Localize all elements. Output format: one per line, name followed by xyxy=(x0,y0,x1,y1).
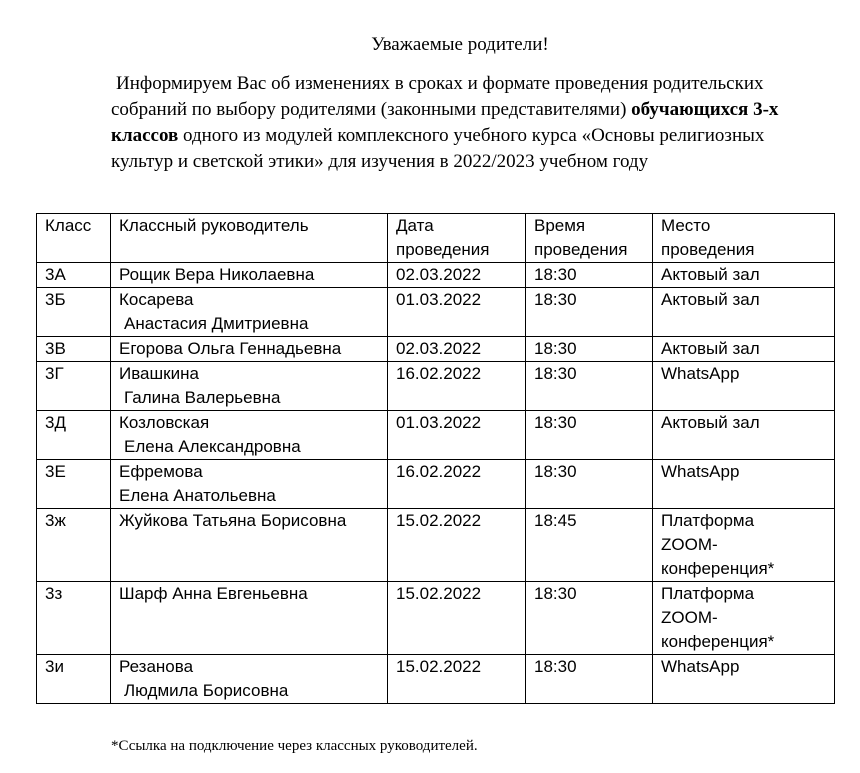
cell-time: 18:30 xyxy=(526,411,653,460)
cell-teacher: Ефремова Елена Анатольевна xyxy=(111,460,388,509)
cell-place: Актовый зал xyxy=(653,263,835,288)
cell-time: 18:30 xyxy=(526,362,653,411)
cell-teacher: Косарева Анастасия Дмитриевна xyxy=(111,288,388,337)
cell-place: WhatsApp xyxy=(653,460,835,509)
table-row xyxy=(37,337,835,362)
cell-date: 15.02.2022 xyxy=(388,582,526,655)
cell-time: 18:30 xyxy=(526,655,653,704)
cell-class: 3з xyxy=(37,582,111,655)
cell-class: 3ж xyxy=(37,509,111,582)
meeting-schedule-table xyxy=(36,213,835,704)
table-row xyxy=(37,263,835,288)
cell-date: 02.03.2022 xyxy=(388,337,526,362)
cell-class: 3и xyxy=(37,655,111,704)
table-row xyxy=(37,655,835,704)
cell-teacher: Шарф Анна Евгеньевна xyxy=(111,582,388,655)
cell-place: Платформа ZOOM- конференция* xyxy=(653,509,835,582)
cell-class: 3Г xyxy=(37,362,111,411)
table-row xyxy=(37,288,835,337)
cell-place: WhatsApp xyxy=(653,655,835,704)
cell-class: 3Д xyxy=(37,411,111,460)
cell-teacher: Жуйкова Татьяна Борисовна xyxy=(111,509,388,582)
header-teacher: Классный руководитель xyxy=(111,214,388,263)
cell-teacher: Козловская Елена Александровна xyxy=(111,411,388,460)
cell-place: Актовый зал xyxy=(653,288,835,337)
cell-teacher: Егорова Ольга Геннадьевна xyxy=(111,337,388,362)
table-row xyxy=(37,411,835,460)
page-title: Уважаемые родители! xyxy=(371,34,549,55)
footnote: *Ссылка на подключение через классных руководителей. xyxy=(111,738,478,754)
cell-time: 18:30 xyxy=(526,288,653,337)
cell-place: Платформа ZOOM- конференция* xyxy=(653,582,835,655)
intro-text-start: Информируем Вас об изменениях в сроках и формате проведения родительских собраний по выбору родителями (законными представителями) xyxy=(111,73,764,120)
cell-date: 02.03.2022 xyxy=(388,263,526,288)
cell-time: 18:30 xyxy=(526,263,653,288)
table-row xyxy=(37,362,835,411)
cell-time: 18:30 xyxy=(526,460,653,509)
cell-date: 15.02.2022 xyxy=(388,655,526,704)
cell-date: 01.03.2022 xyxy=(388,288,526,337)
table-row xyxy=(37,509,835,582)
header-place: Место проведения xyxy=(653,214,835,263)
cell-teacher: Ивашкина Галина Валерьевна xyxy=(111,362,388,411)
intro-paragraph xyxy=(111,71,831,175)
intro-bold-text: обучающихся 3-х классов xyxy=(111,99,779,146)
cell-place: Актовый зал xyxy=(653,337,835,362)
cell-teacher: Резанова Людмила Борисовна xyxy=(111,655,388,704)
header-date: Дата проведения xyxy=(388,214,526,263)
cell-date: 15.02.2022 xyxy=(388,509,526,582)
cell-class: 3А xyxy=(37,263,111,288)
cell-time: 18:30 xyxy=(526,582,653,655)
cell-class: 3В xyxy=(37,337,111,362)
cell-teacher: Рощик Вера Николаевна xyxy=(111,263,388,288)
cell-time: 18:30 xyxy=(526,337,653,362)
intro-text-end: одного из модулей комплексного учебного курса «Основы религиозных культур и светской этики» для изучения в 2022/2023 учебном году xyxy=(111,125,765,172)
cell-date: 01.03.2022 xyxy=(388,411,526,460)
cell-time: 18:45 xyxy=(526,509,653,582)
table-row xyxy=(37,582,835,655)
cell-place: Актовый зал xyxy=(653,411,835,460)
header-time: Время проведения xyxy=(526,214,653,263)
cell-date: 16.02.2022 xyxy=(388,362,526,411)
cell-place: WhatsApp xyxy=(653,362,835,411)
cell-class: 3Б xyxy=(37,288,111,337)
header-class: Класс xyxy=(37,214,111,263)
table-header-row xyxy=(37,214,835,263)
cell-date: 16.02.2022 xyxy=(388,460,526,509)
cell-class: 3Е xyxy=(37,460,111,509)
table-row xyxy=(37,460,835,509)
table-body xyxy=(37,263,835,704)
